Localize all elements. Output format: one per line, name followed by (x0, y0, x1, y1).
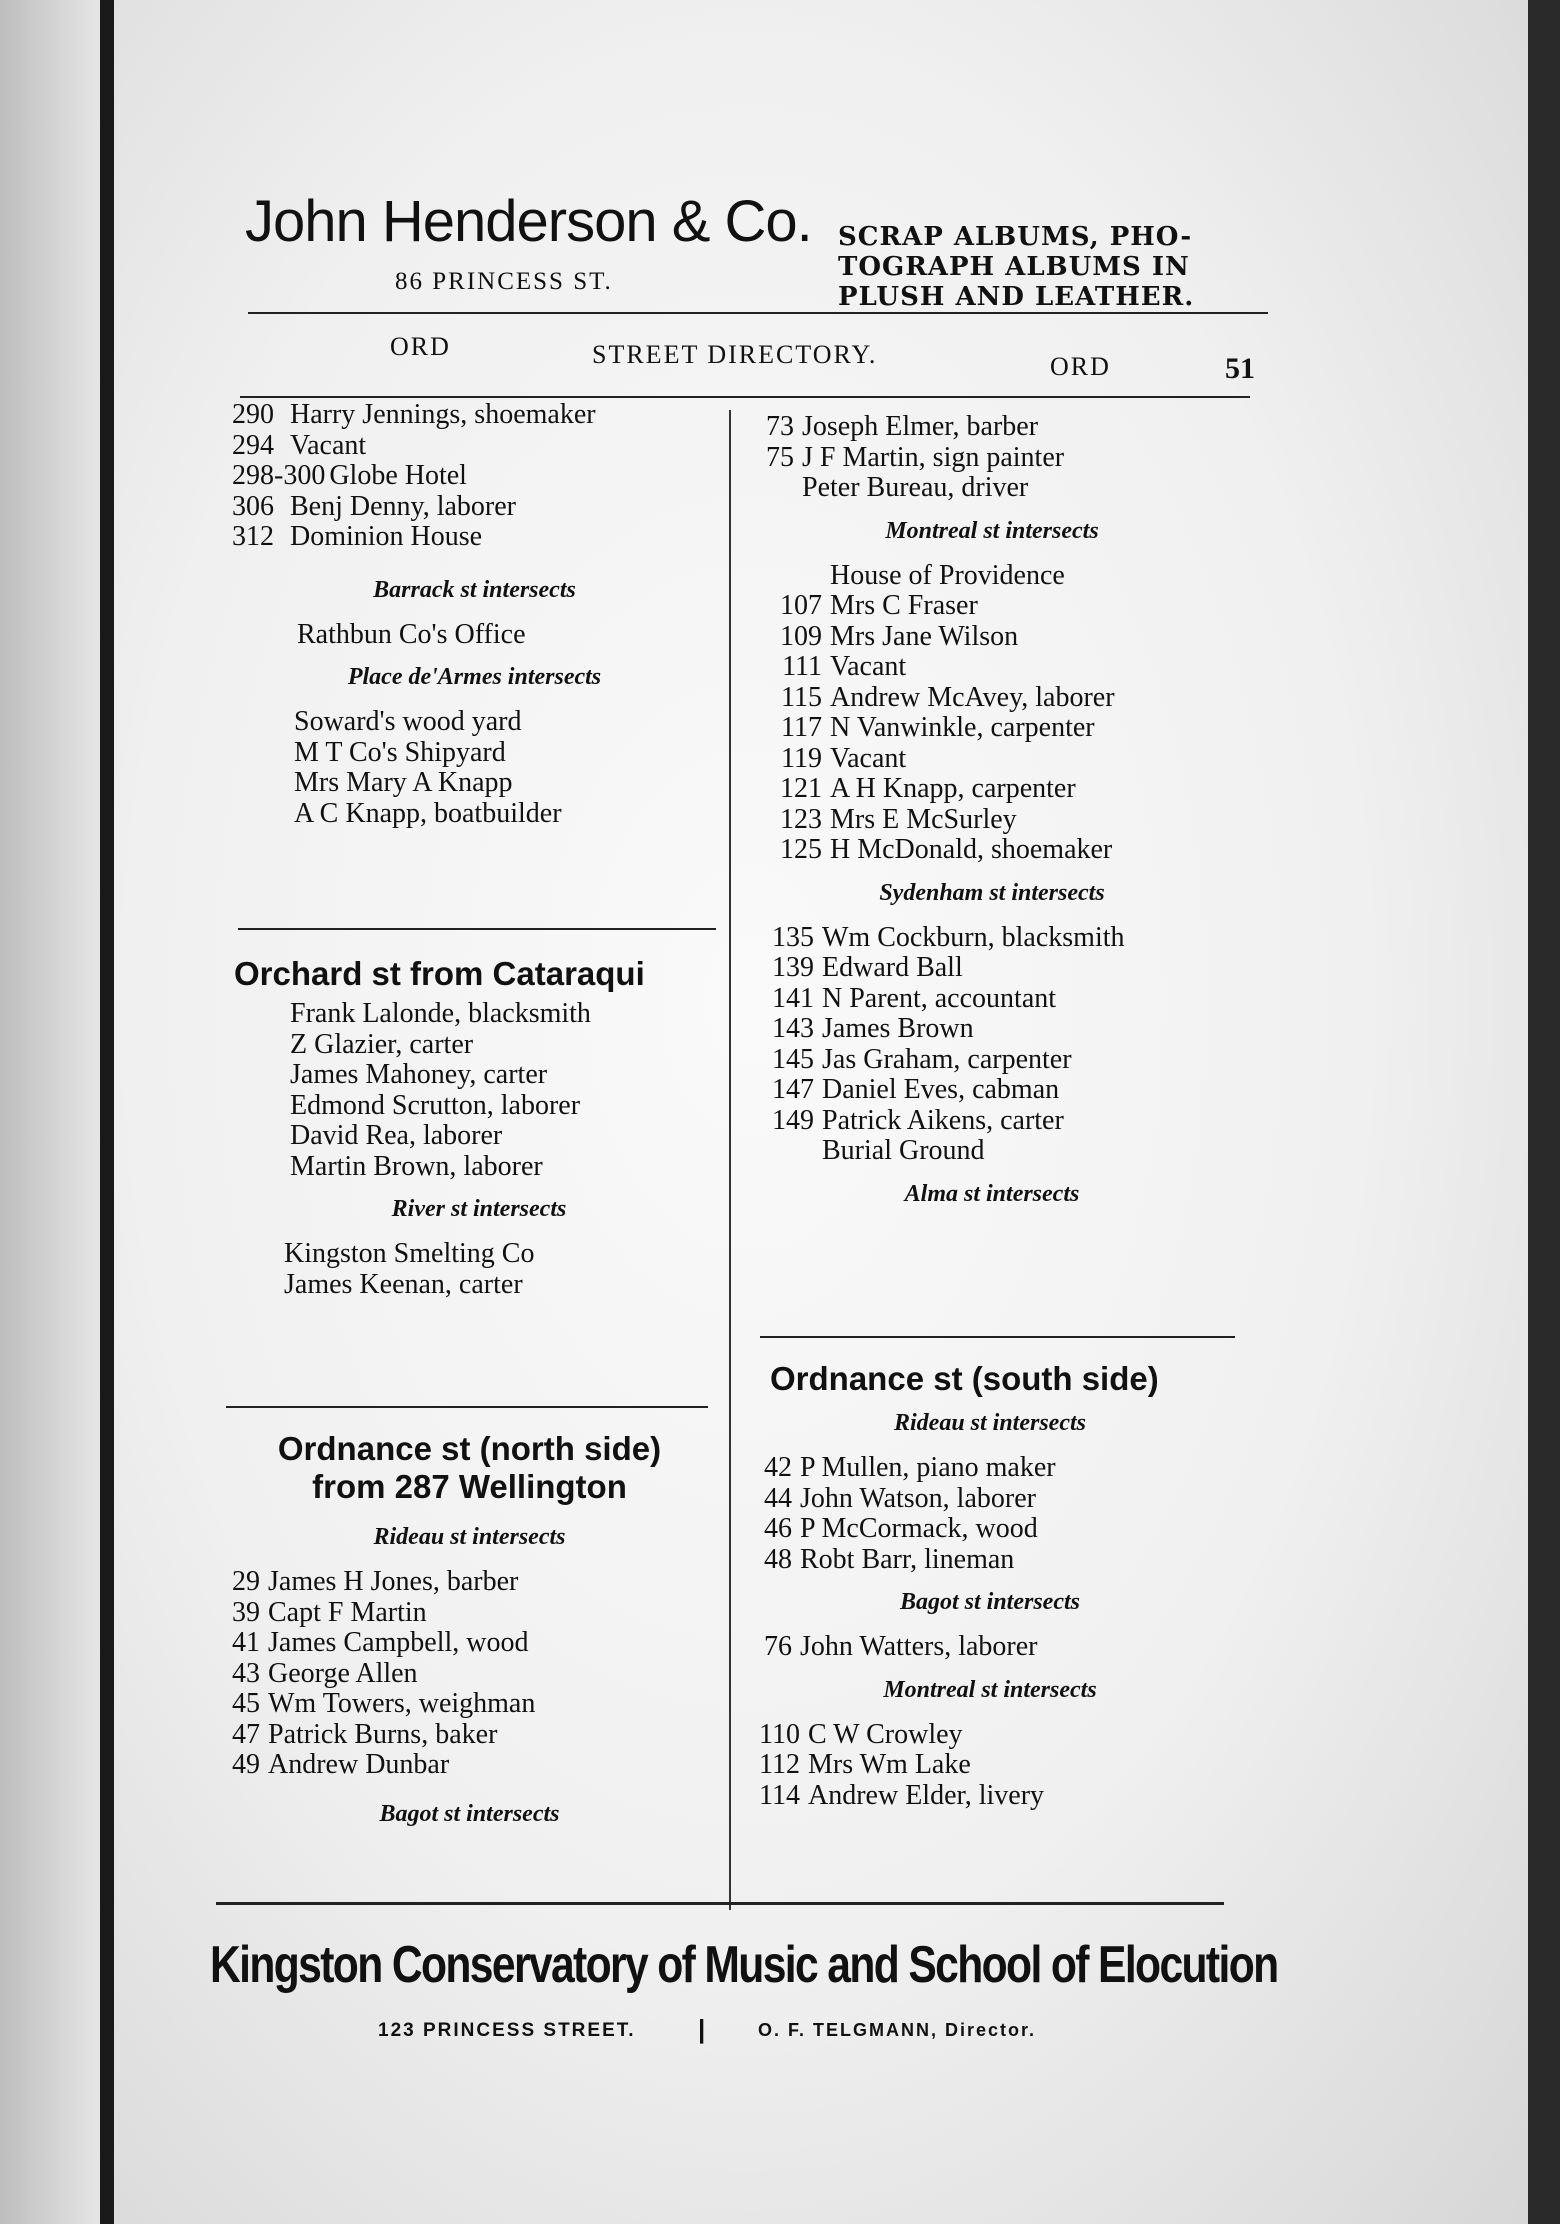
entry-list (752, 561, 1232, 866)
running-head-left: ORD (390, 332, 451, 361)
list-item: Edmond Scrutton, laborer (290, 1089, 581, 1121)
list-item: James Mahoney, carter (290, 1059, 548, 1090)
entry-list (234, 999, 724, 1182)
intersection-label: River st intersects (391, 1196, 567, 1222)
section-heading: Ordnance st (north side) (277, 1430, 662, 1467)
left-column-orchard (234, 955, 724, 1300)
ad-products (838, 222, 1268, 312)
list-item: 29 James H Jones, barber (232, 1566, 519, 1597)
entry-list (232, 400, 717, 553)
intersection-label: Sydenham st intersects (879, 879, 1105, 906)
list-item: 123 Mrs E McSurley (780, 803, 1017, 835)
list-item: 147 Daniel Eves, cabman (772, 1074, 1060, 1105)
list-item: 294 Vacant (232, 429, 367, 461)
list-item: 119 Vacant (781, 742, 907, 774)
list-item: 48 Robt Barr, lineman (764, 1543, 1015, 1575)
list-item: Peter Bureau, driver (802, 472, 1029, 503)
list-item: 107 Mrs C Fraser (780, 590, 978, 621)
list-item: 135 Wm Cockburn, blacksmith (772, 921, 1125, 953)
list-item: Z Glazier, carter (290, 1028, 474, 1060)
section-heading: from 287 Wellington (312, 1468, 627, 1505)
list-item: 109 Mrs Jane Wilson (780, 620, 1019, 652)
ad-conservatory-title: Kingston Conservatory of Music and School of Elocution (210, 1936, 1278, 1994)
header-rule (248, 312, 1268, 314)
list-item: 141 N Parent, accountant (772, 982, 1057, 1014)
page-right-edge (1528, 0, 1560, 2224)
column-divider (729, 410, 731, 1910)
list-item: 111 Vacant (782, 651, 907, 682)
list-item: 76 John Watters, laborer (764, 1631, 1038, 1662)
list-item: 46 P McCormack, wood (764, 1513, 1038, 1544)
list-item: 143 James Brown (772, 1013, 974, 1044)
section-rule (238, 928, 716, 930)
left-column (232, 400, 717, 829)
list-item: Burial Ground (822, 1135, 985, 1166)
ad-products-line: SCRAP ALBUMS, PHO- (838, 222, 1193, 252)
list-item: 75 J F Martin, sign painter (766, 441, 1065, 473)
ad-conservatory-director: O. F. TELGMANN, Director. (758, 2020, 1037, 2040)
list-item: James Keenan, carter (284, 1268, 523, 1300)
intersection-label: Rideau st intersects (373, 1524, 566, 1550)
list-item: M T Co's Shipyard (294, 736, 506, 768)
list-item: A C Knapp, boatbuilder (294, 797, 562, 829)
list-item: 298-300 Globe Hotel (232, 460, 467, 491)
entry-list (740, 1632, 1240, 1663)
list-item: 139 Edward Ball (772, 952, 963, 983)
page-number: 51 (1225, 352, 1255, 385)
list-item: 49 Andrew Dunbar (232, 1749, 450, 1780)
list-item: 312 Dominion House (232, 521, 483, 552)
intersection-label: Bagot st intersects (379, 1800, 560, 1827)
list-item: 42 P Mullen, piano maker (764, 1452, 1056, 1483)
entry-list (752, 412, 1232, 504)
list-item: 117 N Vanwinkle, carpenter (781, 712, 1095, 743)
book-spine (100, 0, 114, 2224)
ad-company-address: 86 PRINCESS ST. (395, 268, 613, 295)
list-item: Mrs Mary A Knapp (294, 767, 513, 798)
footer-rule (216, 1902, 1224, 1905)
intersection-label: Barrack st intersects (373, 576, 576, 603)
left-column-ordnance-north (222, 1430, 717, 1844)
entry-list (740, 1453, 1240, 1575)
list-item: 41 James Campbell, wood (232, 1627, 529, 1658)
ad-company-name: John Henderson & Co. (245, 189, 812, 254)
ad-products-line: PLUSH AND LEATHER. (838, 282, 1195, 312)
running-head-rule (240, 396, 1250, 398)
list-item: David Rea, laborer (290, 1120, 503, 1151)
list-item: 115 Andrew McAvey, laborer (781, 681, 1115, 713)
list-item: 73 Joseph Elmer, barber (766, 411, 1039, 442)
list-item: 43 George Allen (232, 1657, 418, 1689)
ad-separator: | (698, 2014, 708, 2044)
section-heading: Ordnance st (south side) (770, 1360, 1159, 1397)
list-item: 145 Jas Graham, carpenter (772, 1043, 1072, 1075)
list-item: Rathbun Co's Office (297, 618, 526, 650)
right-column (752, 412, 1232, 1224)
list-item: 110 C W Crowley (759, 1718, 963, 1750)
intersection-label: Alma st intersects (904, 1180, 1080, 1207)
list-item: 125 H McDonald, shoemaker (780, 834, 1113, 865)
list-item: Martin Brown, laborer (290, 1150, 543, 1182)
list-item: 290 Harry Jennings, shoemaker (232, 399, 596, 430)
entry-list (234, 1239, 724, 1300)
intersection-label: Montreal st intersects (885, 517, 1099, 544)
entry-list (232, 707, 717, 829)
list-item: 44 John Watson, laborer (764, 1482, 1036, 1514)
right-column-ordnance-south (740, 1360, 1240, 1811)
list-item: Frank Lalonde, blacksmith (290, 998, 591, 1029)
intersection-label: Place de'Armes intersects (347, 664, 602, 690)
list-item: 149 Patrick Aikens, carter (772, 1104, 1064, 1136)
entry-list (222, 1567, 717, 1781)
list-item: House of Providence (830, 559, 1065, 591)
intersection-label: Montreal st intersects (883, 1676, 1097, 1703)
entry-list (740, 1720, 1240, 1812)
running-head-right: ORD (1050, 352, 1111, 381)
list-item: 47 Patrick Burns, baker (232, 1718, 498, 1750)
section-rule (226, 1406, 708, 1408)
ad-products-line: TOGRAPH ALBUMS IN (838, 252, 1190, 282)
list-item: 39 Capt F Martin (232, 1596, 427, 1628)
list-item: Kingston Smelting Co (284, 1238, 535, 1269)
list-item: 121 A H Knapp, carpenter (780, 773, 1076, 804)
list-item: Soward's wood yard (294, 706, 522, 737)
intersection-label: Bagot st intersects (899, 1589, 1080, 1615)
ad-conservatory-address: 123 PRINCESS STREET. (378, 2020, 636, 2041)
entry-list (752, 923, 1232, 1167)
list-item: 45 Wm Towers, weighman (232, 1688, 536, 1719)
running-head-center: STREET DIRECTORY. (592, 340, 878, 369)
intersection-label: Rideau st intersects (893, 1410, 1086, 1436)
page-left-edge (0, 0, 100, 2224)
section-heading: Orchard st from Cataraqui (234, 955, 645, 992)
list-item: 114 Andrew Elder, livery (759, 1779, 1045, 1811)
list-item: 306 Benj Denny, laborer (232, 490, 516, 522)
list-item: 112 Mrs Wm Lake (759, 1749, 971, 1780)
section-rule (760, 1336, 1235, 1338)
